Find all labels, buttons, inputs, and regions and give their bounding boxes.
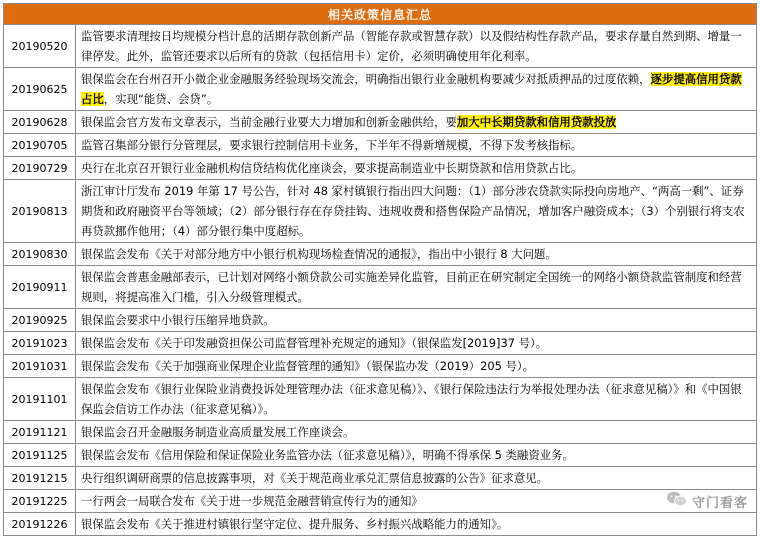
description-text: ，实现“能贷、会贷”。 [103, 92, 219, 106]
table-row [4, 421, 757, 444]
watermark [662, 490, 752, 512]
table-row [4, 243, 757, 266]
row-date: 20191125 [4, 444, 76, 467]
row-date: 20191215 [4, 467, 76, 490]
description-text: 银保监会发布《银行业保险业消费投诉处理管理办法（征求意见稿）》、《银行保险违法行为举报处理办法（征求意见稿）》和《中国银保监会信访工作办法（征求意见稿）》。 [81, 382, 742, 416]
table-body [4, 25, 757, 536]
table-row [4, 444, 757, 467]
description-text: 浙江审计厅发布 2019 年第 17 号公告，针对 48 家村镇银行指出四大问题：（1）部分涉农贷款实际投向房地产、“两高一剩”、证券期货和政府融资平台等领域；（2）部分银行存在存贷挂钩、违规收费和搭售保险产品情况，增加客户融资成本；（3）个别银行将支农再贷款挪作他用；（4）部分银行集中度超标。 [81, 184, 745, 238]
row-description [76, 378, 757, 421]
row-description [76, 309, 757, 332]
table-row [4, 134, 757, 157]
description-text: 监管要求清理按日均规模分档计息的活期存款创新产品（智能存款或智慧存款）以及假结构性存款产品，要求存量自然到期、增量一律停发。此外，监管还要求以后所有的贷款（包括信用卡）定价，必须明确使用年化利率。 [81, 29, 742, 63]
row-date: 20190625 [4, 68, 76, 111]
row-date: 20191031 [4, 355, 76, 378]
table-row [4, 332, 757, 355]
row-description [76, 421, 757, 444]
row-description [76, 355, 757, 378]
row-description [76, 180, 757, 243]
row-date: 20190520 [4, 25, 76, 68]
policy-table [3, 3, 757, 536]
table-row [4, 378, 757, 421]
row-description [76, 444, 757, 467]
table-row [4, 309, 757, 332]
description-text: 银保监会官方发布文章表示，当前金融行业要大力增加和创新金融供给，要 [81, 115, 457, 129]
description-text: 银保监会在台州召开小微企业金融服务经验现场交流会，明确指出银行业金融机构要减少对抵质押品的过度依赖， [81, 72, 651, 86]
description-text: 银保监会普惠金融部表示，已计划对网络小额贷款公司实施差异化监管，目前正在研究制定全国统一的网络小额贷款监管制度和经营规则，将提高准入门槛，引入分级管理模式。 [81, 270, 742, 304]
row-date: 20190911 [4, 266, 76, 309]
row-date: 20190813 [4, 180, 76, 243]
row-description [76, 68, 757, 111]
description-text: 监管召集部分银行分管理层，要求银行控制信用卡业务，下半年不得新增规模，不得下发考核指标。 [81, 138, 583, 152]
table-row [4, 467, 757, 490]
highlighted-text: 逐步提高信用贷款占比 [81, 72, 742, 106]
row-date: 20190729 [4, 157, 76, 180]
description-text: 央行组织调研商票的信息披露事项，对《关于规范商业承兑汇票信息披露的公告》征求意见。 [81, 471, 549, 485]
row-description [76, 25, 757, 68]
row-description [76, 467, 757, 490]
row-description [76, 332, 757, 355]
table-row [4, 111, 757, 134]
table-row [4, 25, 757, 68]
row-date: 20190925 [4, 309, 76, 332]
description-text: 一行两会一局联合发布《关于进一步规范金融营销宣传行为的通知》 [81, 494, 423, 508]
table-row [4, 355, 757, 378]
row-description [76, 266, 757, 309]
row-date: 20191121 [4, 421, 76, 444]
row-description [76, 134, 757, 157]
description-text: 银保监会发布《信用保险和保证保险业务监管办法（征求意见稿）》，明确不得承保 5 类融资业务。 [81, 448, 574, 462]
description-text: 银保监会要求中小银行压缩异地贷款。 [81, 313, 275, 327]
description-text: 银保监会发布《关于推进村镇银行坚守定位、提升服务、乡村振兴战略能力的通知》。 [81, 517, 509, 531]
row-description [76, 243, 757, 266]
row-date: 20191101 [4, 378, 76, 421]
description-text: 银保监会发布《关于加强商业保理企业监督管理的通知》（银保监办发（2019）205 号）。 [81, 359, 535, 373]
description-text: 央行在北京召开银行业金融机构信贷结构优化座谈会，要求提高制造业中长期贷款和信用贷款占比。 [81, 161, 583, 175]
table-row [4, 157, 757, 180]
row-date: 20190628 [4, 111, 76, 134]
row-description [76, 111, 757, 134]
table-row [4, 490, 757, 513]
row-date: 20190830 [4, 243, 76, 266]
table-row [4, 180, 757, 243]
table-title: 相关政策信息汇总 [4, 4, 757, 25]
table-row [4, 68, 757, 111]
wechat-icon [666, 490, 688, 512]
row-date: 20191023 [4, 332, 76, 355]
description-text: 银保监会召开金融服务制造业高质量发展工作座谈会。 [81, 425, 355, 439]
row-date: 20191225 [4, 490, 76, 513]
description-text: 银保监会发布《关于对部分地方中小银行机构现场检查情况的通报》，指出中小银行 8 大问题。 [81, 247, 557, 261]
highlighted-text: 加大中长期贷款和信用贷款投放 [456, 115, 617, 129]
watermark-text: 守门看客 [691, 495, 748, 511]
row-description [76, 157, 757, 180]
table-header-row [4, 4, 757, 25]
row-description [76, 490, 757, 513]
description-text: 银保监会发布《关于印发融资担保公司监督管理补充规定的通知》（银保监发[2019]37 号）。 [81, 336, 548, 350]
row-date: 20190705 [4, 134, 76, 157]
table-row [4, 266, 757, 309]
row-date: 20191226 [4, 513, 76, 536]
